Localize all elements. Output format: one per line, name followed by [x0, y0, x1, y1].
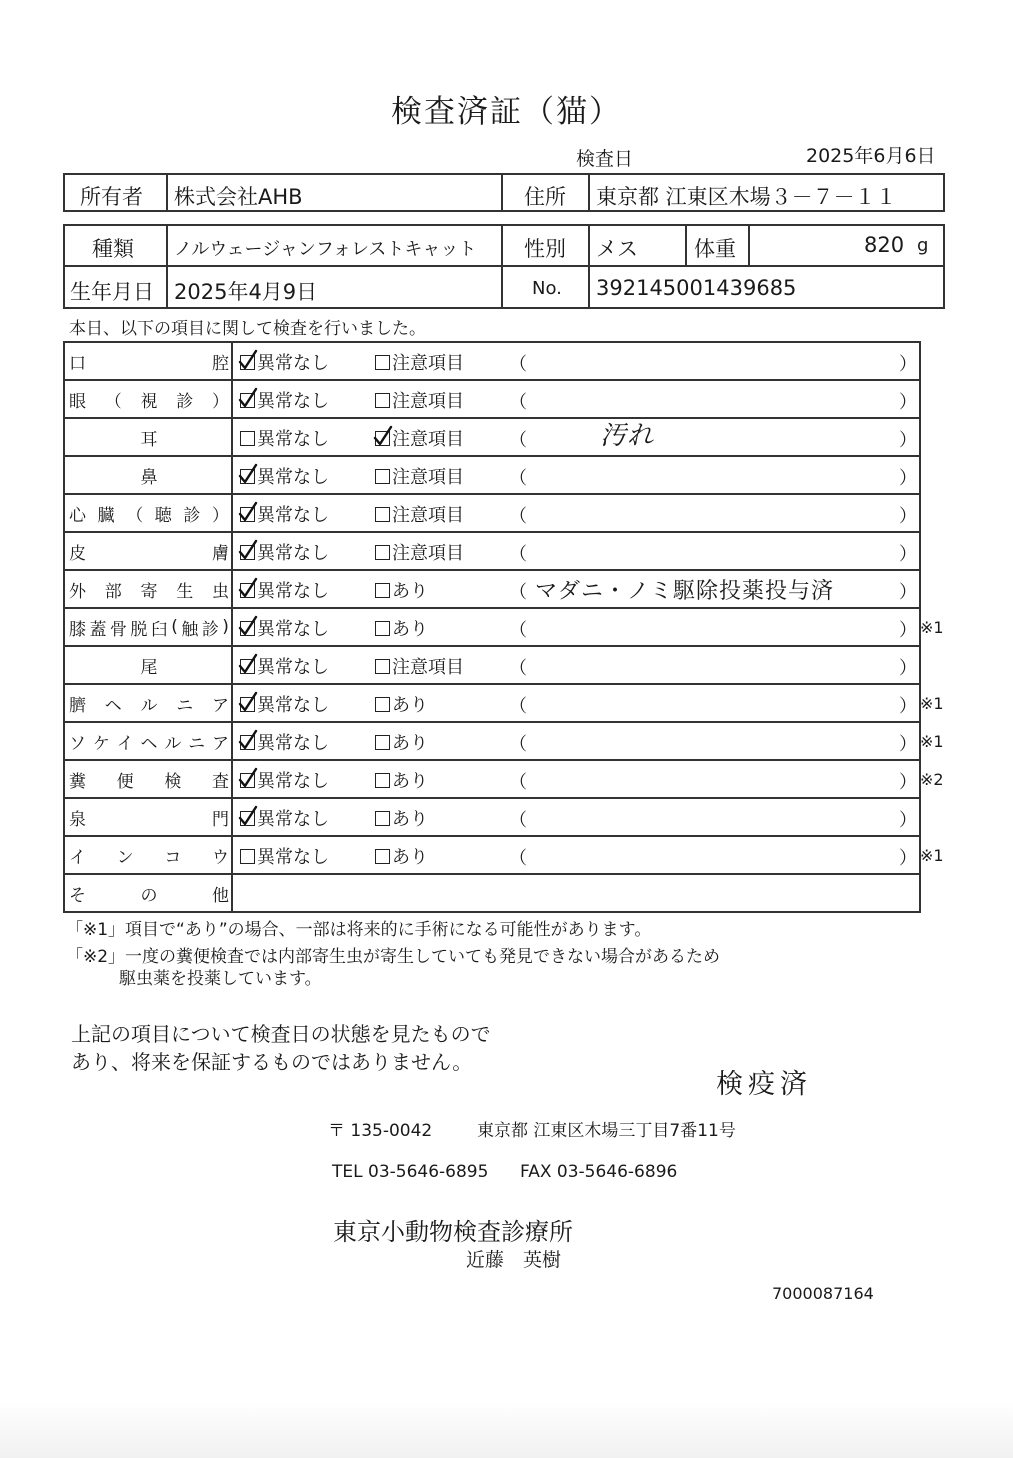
checkbox[interactable]: [240, 393, 255, 408]
option-label: あり: [392, 809, 428, 830]
document-title: 検査済証（猫）: [391, 94, 622, 130]
inspection-item-name: 眼 （ 視 診 ）: [69, 391, 229, 412]
option-label: 異常なし: [257, 505, 329, 526]
inspection-item-cell: [65, 495, 233, 531]
checkbox[interactable]: [240, 431, 255, 446]
inspection-item-cell: [65, 533, 233, 569]
checkbox[interactable]: [240, 583, 255, 598]
note-paren-close: ）: [899, 810, 917, 831]
note-paren-open: （: [509, 734, 527, 755]
option-label: 異常なし: [257, 581, 329, 602]
option-label: あり: [392, 847, 428, 868]
note-paren-open: （: [509, 468, 527, 489]
caution-option[interactable]: [375, 691, 428, 717]
inspection-item-cell: [65, 799, 233, 835]
inspection-row: [65, 571, 919, 609]
checkbox[interactable]: [375, 431, 390, 446]
inspection-item-cell: [65, 571, 233, 607]
caution-option[interactable]: [375, 501, 464, 527]
note-paren-open: （: [509, 430, 527, 451]
no-abnormality-option[interactable]: [240, 349, 329, 375]
caution-option[interactable]: [375, 387, 464, 413]
checkbox[interactable]: [375, 583, 390, 598]
checkbox[interactable]: [375, 621, 390, 636]
divider: [685, 224, 687, 267]
note-paren-open: （: [509, 392, 527, 413]
note-paren-close: ）: [899, 582, 917, 603]
weight-label: 体重: [694, 237, 736, 261]
footnote-mark: ※2: [920, 770, 944, 789]
caution-option[interactable]: [375, 843, 428, 869]
inspection-item-cell: [65, 343, 233, 379]
checkbox[interactable]: [240, 545, 255, 560]
no-abnormality-option[interactable]: [240, 805, 329, 831]
note-paren-open: （: [509, 582, 527, 603]
option-label: 異常なし: [257, 847, 329, 868]
inspection-note: 汚れ: [600, 421, 655, 451]
no-abnormality-option[interactable]: [240, 425, 329, 451]
inspection-row: [65, 685, 944, 723]
sex-label: 性別: [524, 237, 566, 261]
option-label: 異常なし: [257, 619, 329, 640]
note-paren-close: ）: [899, 354, 917, 375]
checkbox[interactable]: [240, 469, 255, 484]
inspection-row: [65, 723, 944, 761]
inspection-item-cell: [65, 875, 233, 911]
no-abnormality-option[interactable]: [240, 729, 329, 755]
inspection-item-cell: [65, 381, 233, 417]
inspection-row: [65, 457, 919, 495]
checkbox[interactable]: [375, 849, 390, 864]
address-label: 住所: [524, 185, 566, 209]
checkbox[interactable]: [375, 811, 390, 826]
no-abnormality-option[interactable]: [240, 653, 329, 679]
note-paren-open: （: [509, 506, 527, 527]
checkbox[interactable]: [375, 469, 390, 484]
inspection-item-name: 皮 膚: [69, 543, 229, 564]
birth-value: 2025年4月9日: [174, 280, 318, 304]
inspection-item-name: 泉 門: [69, 809, 229, 830]
option-label: 異常なし: [257, 429, 329, 450]
no-abnormality-option[interactable]: [240, 463, 329, 489]
weight-value: 820: [864, 233, 905, 257]
note-paren-close: ）: [899, 848, 917, 869]
no-abnormality-option[interactable]: [240, 387, 329, 413]
no-abnormality-option[interactable]: [240, 577, 329, 603]
inspection-item-cell: [65, 685, 233, 721]
note-paren-open: （: [509, 658, 527, 679]
inspection-item-name: イ ン コ ウ: [69, 847, 229, 868]
option-label: 異常なし: [257, 353, 329, 374]
inspection-date-value: 2025年6月6日: [806, 145, 936, 167]
checkbox[interactable]: [240, 507, 255, 522]
note-paren-close: ）: [899, 430, 917, 451]
option-label: 注意項目: [392, 657, 464, 678]
clinic-postal: 〒 135-0042: [328, 1121, 433, 1141]
sex-value: メス: [596, 237, 638, 261]
option-label: 注意項目: [392, 391, 464, 412]
no-abnormality-option[interactable]: [240, 691, 329, 717]
disclaimer: 上記の項目について検査日の状態を見たものであり、将来を保証するものではありません。: [71, 1022, 491, 1074]
inspection-row: [65, 381, 919, 419]
checkbox[interactable]: [375, 659, 390, 674]
option-label: あり: [392, 581, 428, 602]
clinic-tel: TEL 03-5646-6895: [332, 1162, 489, 1182]
caution-option[interactable]: [375, 615, 428, 641]
note-paren-open: （: [509, 696, 527, 717]
checkbox[interactable]: [240, 621, 255, 636]
note-paren-open: （: [509, 810, 527, 831]
caution-option[interactable]: [375, 539, 464, 565]
inspection-item-cell: [65, 837, 233, 873]
inspection-item-name: 鼻: [140, 467, 158, 488]
caution-option[interactable]: [375, 349, 464, 375]
option-label: 異常なし: [257, 543, 329, 564]
intro-text: 本日、以下の項目に関して検査を行いました。: [69, 319, 426, 339]
address-value: 東京都 江東区木場３－７－１１: [596, 185, 897, 209]
checkbox[interactable]: [240, 697, 255, 712]
option-label: 異常なし: [257, 391, 329, 412]
caution-option[interactable]: [375, 425, 464, 451]
inspection-item-cell: [65, 609, 233, 645]
footnote-1: 「※1」項目で“あり”の場合、一部は将来的に手術になる可能性があります。: [66, 920, 652, 940]
option-label: 異常なし: [257, 733, 329, 754]
footnote-2-line-1: 「※2」一度の糞便検査では内部寄生虫が寄生していても発見できない場合があるため: [66, 947, 721, 967]
inspection-row: [65, 761, 944, 799]
note-paren-open: （: [509, 620, 527, 641]
divider: [748, 224, 750, 267]
footnote-mark: ※1: [920, 846, 944, 865]
inspection-row: [65, 419, 919, 457]
footnote-2-line-2: 駆虫薬を投薬しています。: [119, 969, 322, 989]
option-label: 注意項目: [392, 543, 464, 564]
footnote-mark: ※1: [920, 732, 944, 751]
clinic-fax: FAX 03-5646-6896: [520, 1162, 678, 1182]
breed-value: ノルウェージャンフォレストキャット: [174, 239, 477, 260]
option-label: 異常なし: [257, 771, 329, 792]
checkbox[interactable]: [240, 811, 255, 826]
inspection-item-name: 口 腔: [69, 353, 229, 374]
inspection-item-name: 糞 便 検 査: [69, 771, 229, 792]
divider: [588, 224, 590, 309]
option-label: 異常なし: [257, 809, 329, 830]
inspection-item-cell: [65, 761, 233, 797]
caution-option[interactable]: [375, 653, 464, 679]
checkbox[interactable]: [375, 507, 390, 522]
note-paren-open: （: [509, 354, 527, 375]
inspection-row-other: [65, 875, 919, 913]
owner-label: 所有者: [80, 185, 143, 209]
inspection-table: [63, 341, 944, 913]
divider: [588, 173, 590, 212]
option-label: あり: [392, 771, 428, 792]
caution-option[interactable]: [375, 767, 428, 793]
note-paren-close: ）: [899, 772, 917, 793]
no-abnormality-option[interactable]: [240, 615, 329, 641]
inspection-item-name: 臍 ヘ ル ニ ア: [69, 695, 229, 716]
caution-option[interactable]: [375, 577, 428, 603]
checkbox[interactable]: [240, 773, 255, 788]
note-paren-close: ）: [899, 392, 917, 413]
caution-option[interactable]: [375, 729, 428, 755]
inspection-row: [65, 495, 919, 533]
note-paren-close: ）: [899, 696, 917, 717]
option-label: 異常なし: [257, 695, 329, 716]
inspection-item-cell: [65, 723, 233, 759]
note-paren-open: （: [509, 772, 527, 793]
inspection-date-label: 検査日: [576, 148, 634, 170]
clinic-name: 東京小動物検査診療所: [333, 1218, 573, 1246]
divider: [501, 224, 503, 309]
inspection-item-name: ソ ケ イ ヘ ル ニ ア: [69, 733, 229, 754]
checkbox[interactable]: [375, 735, 390, 750]
no-abnormality-option[interactable]: [240, 843, 329, 869]
option-label: 注意項目: [392, 505, 464, 526]
divider: [166, 173, 168, 212]
inspection-row: [65, 609, 944, 647]
option-label: 異常なし: [257, 657, 329, 678]
inspection-item-cell: [65, 647, 233, 683]
footnote-mark: ※1: [920, 694, 944, 713]
no-abnormality-option[interactable]: [240, 539, 329, 565]
checkbox[interactable]: [375, 773, 390, 788]
checkbox[interactable]: [240, 735, 255, 750]
checkbox[interactable]: [375, 697, 390, 712]
footnote-mark: ※1: [920, 618, 944, 637]
inspection-row: [65, 533, 919, 571]
inspection-row: [65, 343, 919, 381]
divider: [166, 224, 168, 309]
inspection-item-name: 耳: [140, 429, 158, 450]
note-paren-close: ）: [899, 658, 917, 679]
inspection-item-name: 心 臓 （ 聴 診 ）: [69, 505, 229, 526]
veterinarian-name: 近藤 英樹: [466, 1249, 562, 1271]
owner-value: 株式会社AHB: [174, 185, 303, 209]
weight-unit: g: [917, 235, 929, 256]
note-paren-close: ）: [899, 620, 917, 641]
checkbox[interactable]: [375, 545, 390, 560]
inspection-item-name: 外 部 寄 生 虫: [69, 581, 229, 602]
number-label: No.: [532, 278, 562, 299]
birth-label: 生年月日: [70, 280, 154, 304]
inspection-item-name: 膝 蓋 骨 脱 臼 ( 触 診 ): [69, 617, 229, 640]
checkbox[interactable]: [240, 849, 255, 864]
divider: [501, 173, 503, 212]
number-value: 392145001439685: [596, 276, 797, 300]
note-paren-close: ）: [899, 734, 917, 755]
inspection-row: [65, 647, 919, 685]
note-paren-open: （: [509, 848, 527, 869]
note-paren-open: （: [509, 544, 527, 565]
inspection-note: マダニ・ノミ駆除投薬投与済: [535, 579, 835, 604]
note-paren-close: ）: [899, 506, 917, 527]
checkbox[interactable]: [240, 355, 255, 370]
inspection-row: [65, 799, 919, 837]
option-label: 注意項目: [392, 429, 464, 450]
divider: [63, 265, 945, 267]
caution-option[interactable]: [375, 805, 428, 831]
no-abnormality-option[interactable]: [240, 501, 329, 527]
serial-number: 7000087164: [772, 1284, 874, 1303]
option-label: あり: [392, 695, 428, 716]
page-bottom-shade: [0, 1400, 1013, 1458]
checkbox[interactable]: [375, 393, 390, 408]
checkbox[interactable]: [375, 355, 390, 370]
other-label: そ の 他: [69, 885, 229, 906]
note-paren-close: ）: [899, 544, 917, 565]
option-label: 注意項目: [392, 467, 464, 488]
inspection-item-cell: [65, 419, 233, 455]
checkbox[interactable]: [240, 659, 255, 674]
quarantine-stamp: 検疫済: [716, 1069, 812, 1100]
inspection-row: [65, 837, 944, 875]
inspection-item-cell: [65, 457, 233, 493]
note-paren-close: ）: [899, 468, 917, 489]
no-abnormality-option[interactable]: [240, 767, 329, 793]
option-label: あり: [392, 619, 428, 640]
breed-label: 種類: [92, 237, 134, 261]
option-label: あり: [392, 733, 428, 754]
option-label: 注意項目: [392, 353, 464, 374]
option-label: 異常なし: [257, 467, 329, 488]
caution-option[interactable]: [375, 463, 464, 489]
inspection-item-name: 尾: [140, 657, 158, 678]
clinic-address: 東京都 江東区木場三丁目7番11号: [477, 1121, 736, 1141]
